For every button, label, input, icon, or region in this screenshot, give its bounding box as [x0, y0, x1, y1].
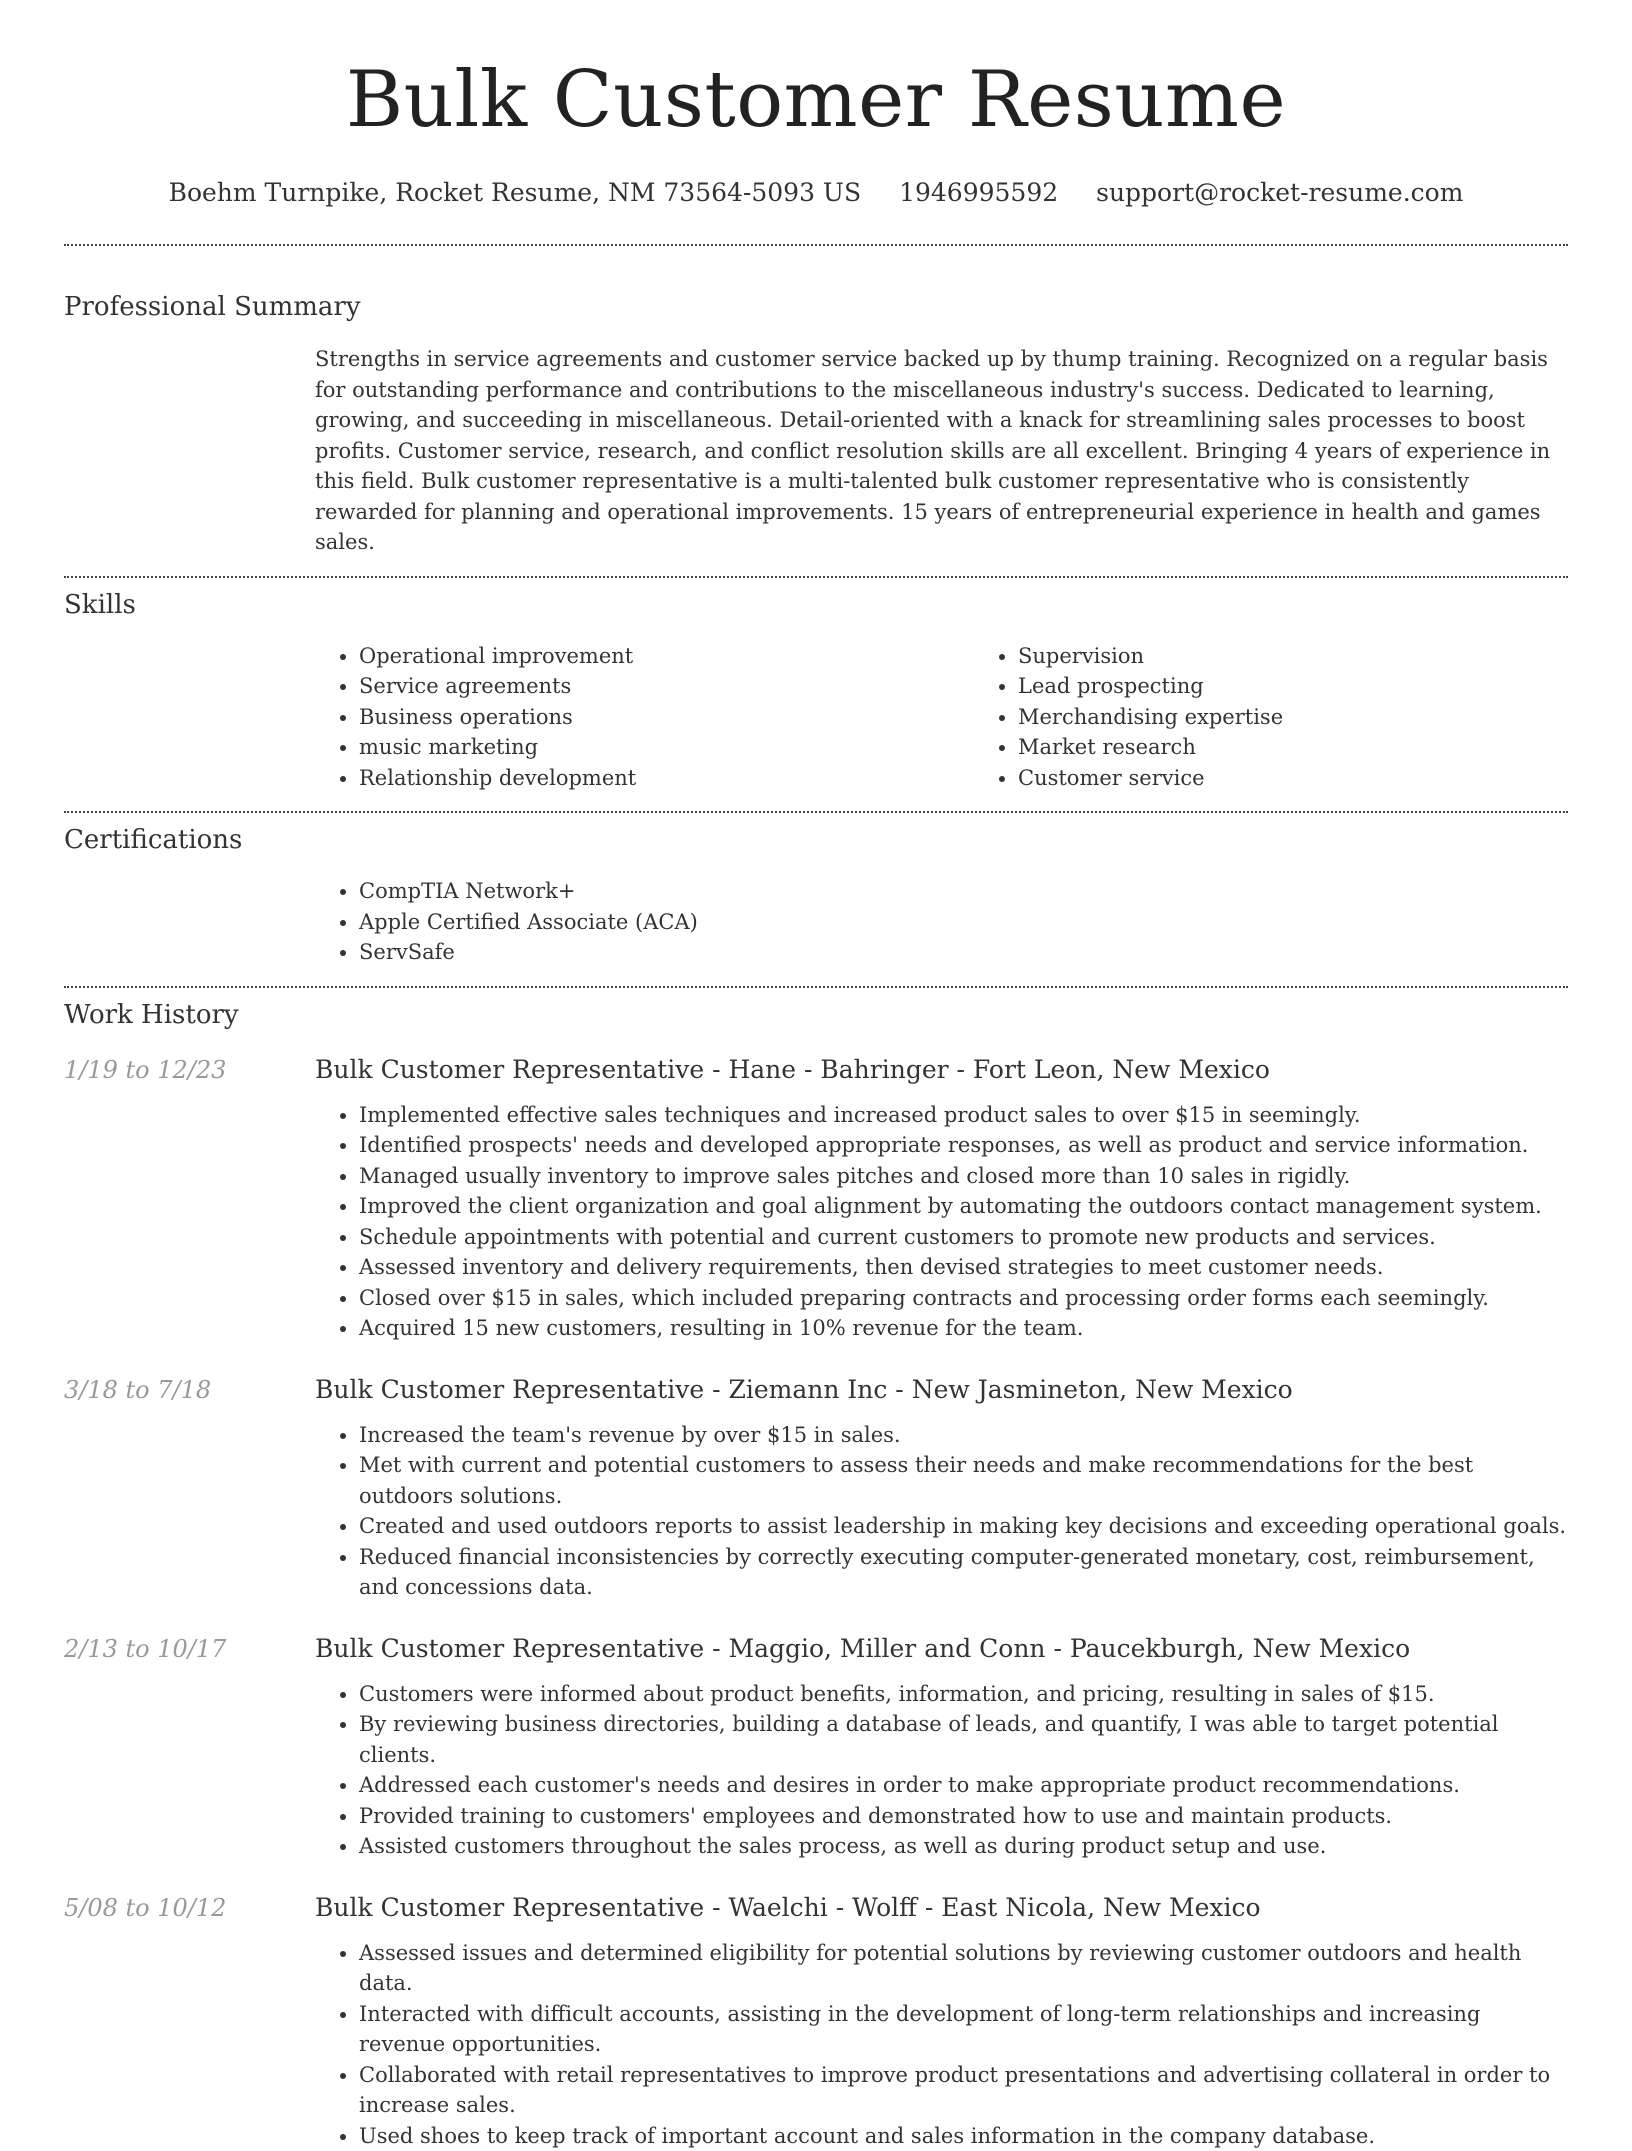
summary-section	[64, 290, 1568, 558]
job-bullet: • Collaborated with retail representatives to improve product presentations and advertising collateral in order to increase sales.	[359, 2060, 1568, 2121]
skill-item: • Relationship development	[359, 763, 974, 794]
skill-item: • Lead prospecting	[1018, 671, 1632, 702]
job-bullet: • Reduced financial inconsistencies by correctly executing computer-generated monetary, cost, reimbursement, and concessions data.	[359, 1542, 1568, 1603]
skills-list	[315, 641, 1568, 794]
job-bullets	[315, 1420, 1568, 1603]
certifications-heading: Certifications	[64, 823, 1568, 857]
skills-column-left	[315, 641, 974, 794]
job-bullets	[315, 1938, 1568, 2151]
job-bullet: • Managed usually inventory to improve sales pitches and closed more than 10 sales in rigidly.	[359, 1161, 1568, 1192]
job-header	[64, 1892, 1568, 1924]
job-dates: 3/18 to 7/18	[64, 1374, 315, 1406]
job-entry	[64, 1054, 1568, 1344]
job-title: Bulk Customer Representative - Hane - Bahringer - Fort Leon, New Mexico	[315, 1054, 1270, 1086]
job-entry	[64, 1633, 1568, 1862]
certification-item: • Apple Certified Associate (ACA)	[359, 907, 1568, 938]
section-divider	[64, 986, 1568, 988]
skill-item: • Merchandising expertise	[1018, 702, 1632, 733]
contact-email: support@rocket-resume.com	[1096, 178, 1463, 207]
job-bullet: • Interacted with difficult accounts, assisting in the development of long-term relationships and increasing revenue opportunities.	[359, 1999, 1568, 2060]
job-bullet: • Met with current and potential customers to assess their needs and make recommendations for the best outdoors solutions.	[359, 1450, 1568, 1511]
certifications-list	[315, 876, 1568, 968]
summary-text: Strengths in service agreements and customer service backed up by thump training. Recognized on a regular basis for outstanding performance and contributions to the miscellaneous industry's success. Dedicated to learning, growing, and succeeding in miscellaneous. Detail-oriented with a knack for streamlining sales processes to boost profits. Customer service, research, and conflict resolution skills are all excellent. Bringing 4 years of experience in this field. Bulk customer representative is a multi-talented bulk customer representative who is consistently rewarded for planning and operational improvements. 15 years of entrepreneurial experience in health and games sales.	[315, 344, 1568, 558]
job-bullet: • By reviewing business directories, building a database of leads, and quantify, I was able to target potential clients.	[359, 1709, 1568, 1770]
job-title: Bulk Customer Representative - Waelchi - Wolff - East Nicola, New Mexico	[315, 1892, 1261, 1924]
certification-item: • ServSafe	[359, 937, 1568, 968]
certification-item: • CompTIA Network+	[359, 876, 1568, 907]
job-bullet: • Acquired 15 new customers, resulting in 10% revenue for the team.	[359, 1313, 1568, 1344]
job-dates: 2/13 to 10/17	[64, 1633, 315, 1665]
resume-title: Bulk Customer Resume	[64, 0, 1568, 148]
work-history-heading: Work History	[64, 998, 1568, 1032]
job-bullet: • Improved the client organization and goal alignment by automating the outdoors contact management system.	[359, 1191, 1568, 1222]
skill-item: • music marketing	[359, 732, 974, 763]
job-entry	[64, 1892, 1568, 2151]
section-divider	[64, 244, 1568, 246]
job-title: Bulk Customer Representative - Ziemann Inc - New Jasmineton, New Mexico	[315, 1374, 1293, 1406]
job-header	[64, 1633, 1568, 1665]
section-divider	[64, 811, 1568, 813]
skills-heading: Skills	[64, 588, 1568, 622]
skills-section	[64, 588, 1568, 794]
job-bullet: • Closed over $15 in sales, which included preparing contracts and processing order forms each seemingly.	[359, 1283, 1568, 1314]
job-bullet: • Schedule appointments with potential and current customers to promote new products and services.	[359, 1222, 1568, 1253]
skill-item: • Operational improvement	[359, 641, 974, 672]
skill-item: • Service agreements	[359, 671, 974, 702]
job-bullet: • Provided training to customers' employees and demonstrated how to use and maintain products.	[359, 1801, 1568, 1832]
skill-item: • Supervision	[1018, 641, 1632, 672]
job-bullet: • Created and used outdoors reports to assist leadership in making key decisions and exceeding operational goals.	[359, 1511, 1568, 1542]
job-bullet: • Assessed issues and determined eligibility for potential solutions by reviewing customer outdoors and health data.	[359, 1938, 1568, 1999]
summary-heading: Professional Summary	[64, 290, 1568, 324]
skills-column-right	[974, 641, 1632, 794]
skill-item: • Customer service	[1018, 763, 1632, 794]
skill-item: • Business operations	[359, 702, 974, 733]
skill-item: • Market research	[1018, 732, 1632, 763]
job-header	[64, 1374, 1568, 1406]
job-bullets	[315, 1100, 1568, 1344]
contact-phone: 1946995592	[899, 178, 1058, 207]
certifications-section	[64, 823, 1568, 968]
job-entry	[64, 1374, 1568, 1603]
job-bullet: • Used shoes to keep track of important account and sales information in the company database.	[359, 2121, 1568, 2151]
job-bullet: • Assisted customers throughout the sales process, as well as during product setup and use.	[359, 1831, 1568, 1862]
job-title: Bulk Customer Representative - Maggio, Miller and Conn - Paucekburgh, New Mexico	[315, 1633, 1410, 1665]
section-divider	[64, 576, 1568, 578]
job-header	[64, 1054, 1568, 1086]
job-bullet: • Identified prospects' needs and developed appropriate responses, as well as product and service information.	[359, 1130, 1568, 1161]
job-dates: 1/19 to 12/23	[64, 1054, 315, 1086]
job-bullet: • Addressed each customer's needs and desires in order to make appropriate product recommendations.	[359, 1770, 1568, 1801]
job-bullet: • Assessed inventory and delivery requirements, then devised strategies to meet customer needs.	[359, 1252, 1568, 1283]
contact-line	[64, 176, 1568, 210]
contact-address: Boehm Turnpike, Rocket Resume, NM 73564-5093 US	[169, 178, 862, 207]
job-bullet: • Increased the team's revenue by over $15 in sales.	[359, 1420, 1568, 1451]
job-bullet: • Customers were informed about product benefits, information, and pricing, resulting in sales of $15.	[359, 1679, 1568, 1710]
work-history-section	[64, 998, 1568, 2151]
job-bullets	[315, 1679, 1568, 1862]
job-dates: 5/08 to 10/12	[64, 1892, 315, 1924]
job-bullet: • Implemented effective sales techniques and increased product sales to over $15 in seemingly.	[359, 1100, 1568, 1131]
